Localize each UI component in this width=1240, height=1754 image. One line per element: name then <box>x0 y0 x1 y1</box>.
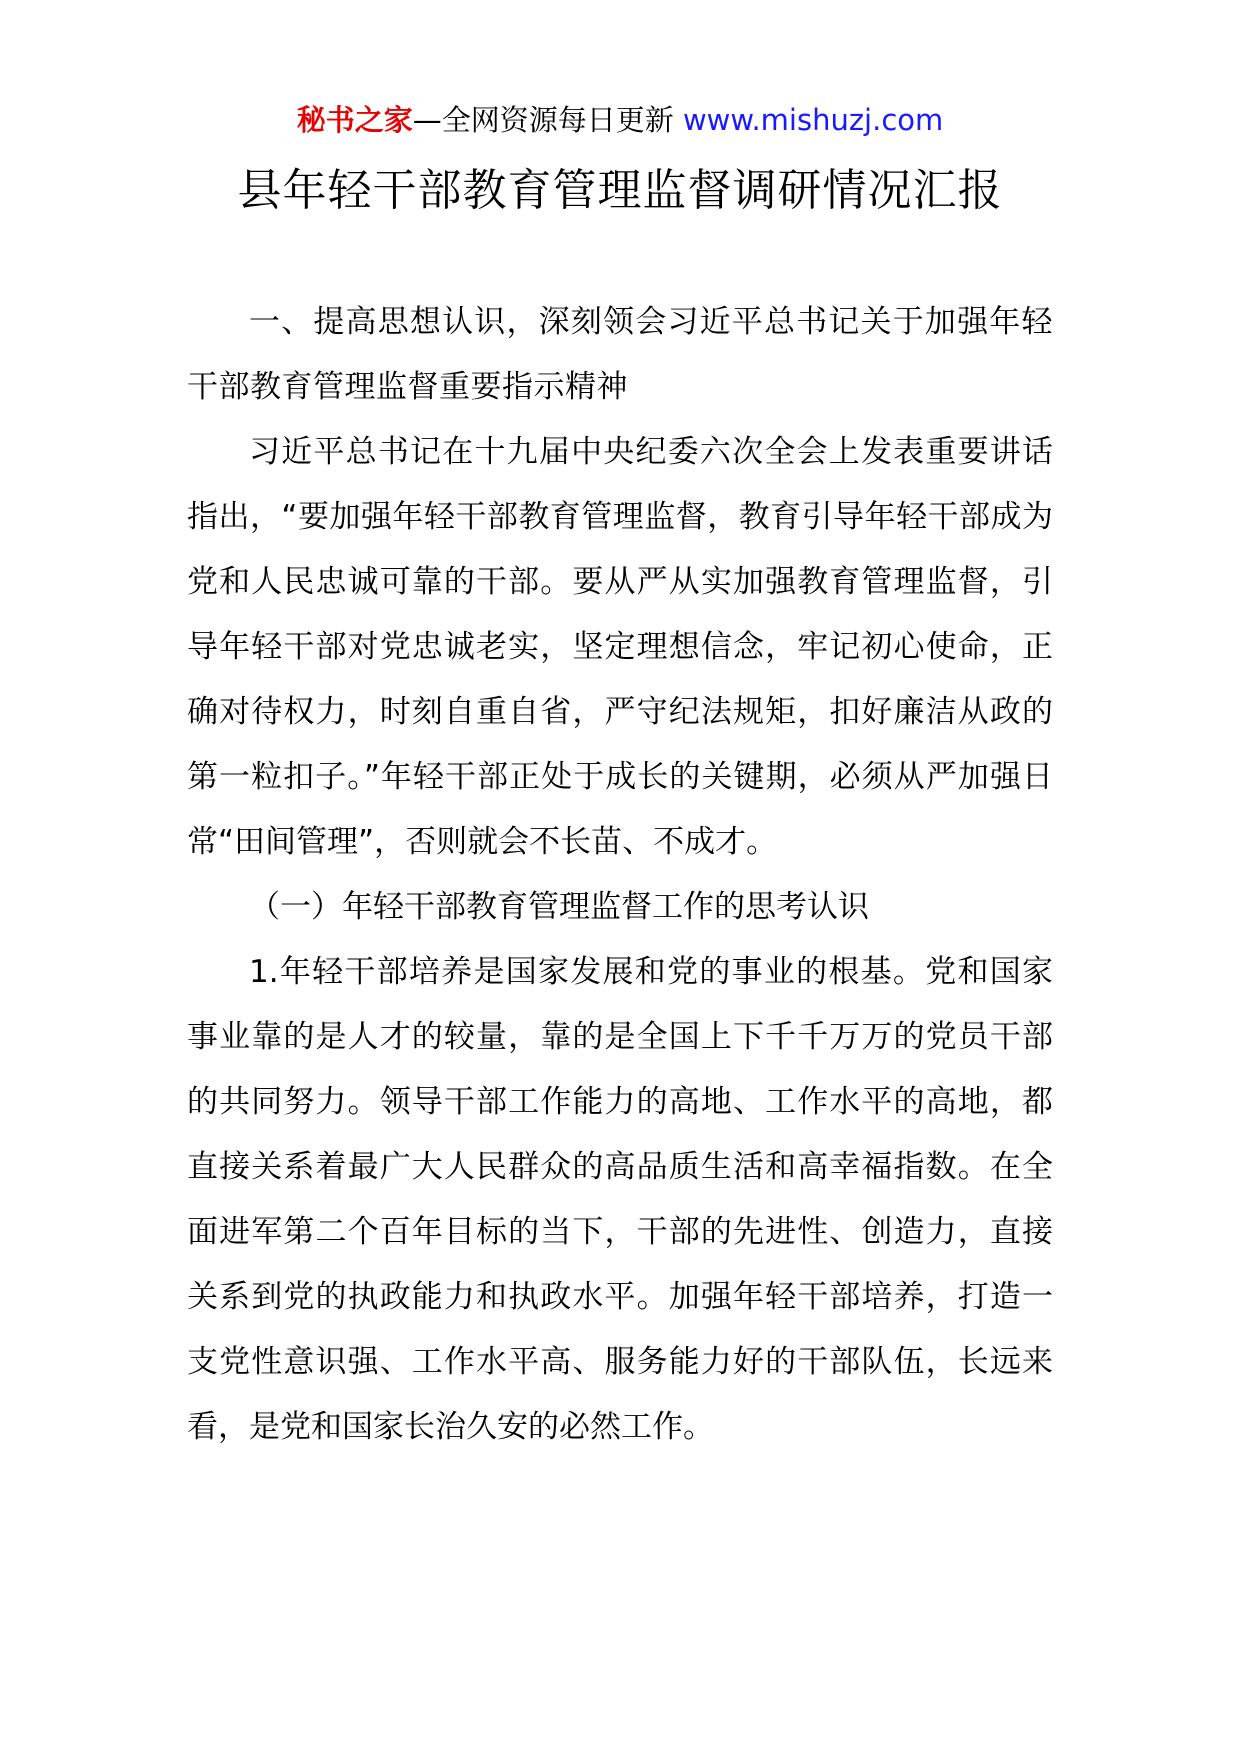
document-title: 县年轻干部教育管理监督调研情况汇报 <box>237 165 1003 216</box>
body-paragraph: 1.年轻干部培养是国家发展和党的事业的根基。党和国家事业靠的是人才的较量，靠的是全国上下千千万万的党员干部的共同努力。领导干部工作能力的高地、工作水平的高地，都直接关系着最广大人民群众的高品质生活和高幸福指数。在全面进军第二个百年目标的当下，干部的先进性、创造力，直接关系到党的执政能力和执政水平。加强年轻干部培养，打造一支党性意识强、工作水平高、服务能力好的干部队伍，长远来看，是党和国家长治久安的必然工作。 <box>187 954 1053 1445</box>
site-url-link[interactable]: www.mishuzj.com <box>682 103 944 137</box>
site-name: 秘书之家 <box>296 103 413 137</box>
document-body <box>187 290 1053 1460</box>
subsection-heading-1: （一）年轻干部教育管理监督工作的思考认识 <box>249 889 869 925</box>
body-paragraph: 习近平总书记在十九届中央纪委六次全会上发表重要讲话指出，“要加强年轻干部教育管理监督，教育引导年轻干部成为党和人民忠诚可靠的干部。要从严从实加强教育管理监督，引导年轻干部对党忠诚老实，坚定理想信念，牢记初心使命，正确对待权力，时刻自重自省，严守纪法规矩，扣好廉洁从政的第一粒扣子。”年轻干部正处于成长的关键期，必须从严加强日常“田间管理”，否则就会不长苗、不成才。 <box>187 434 1053 860</box>
section-heading-1: 一、提高思想认识，深刻领会习近平总书记关于加强年轻干部教育管理监督重要指示精神 <box>187 304 1053 405</box>
site-slogan: —全网资源每日更新 <box>412 103 683 137</box>
site-header <box>0 100 1240 140</box>
